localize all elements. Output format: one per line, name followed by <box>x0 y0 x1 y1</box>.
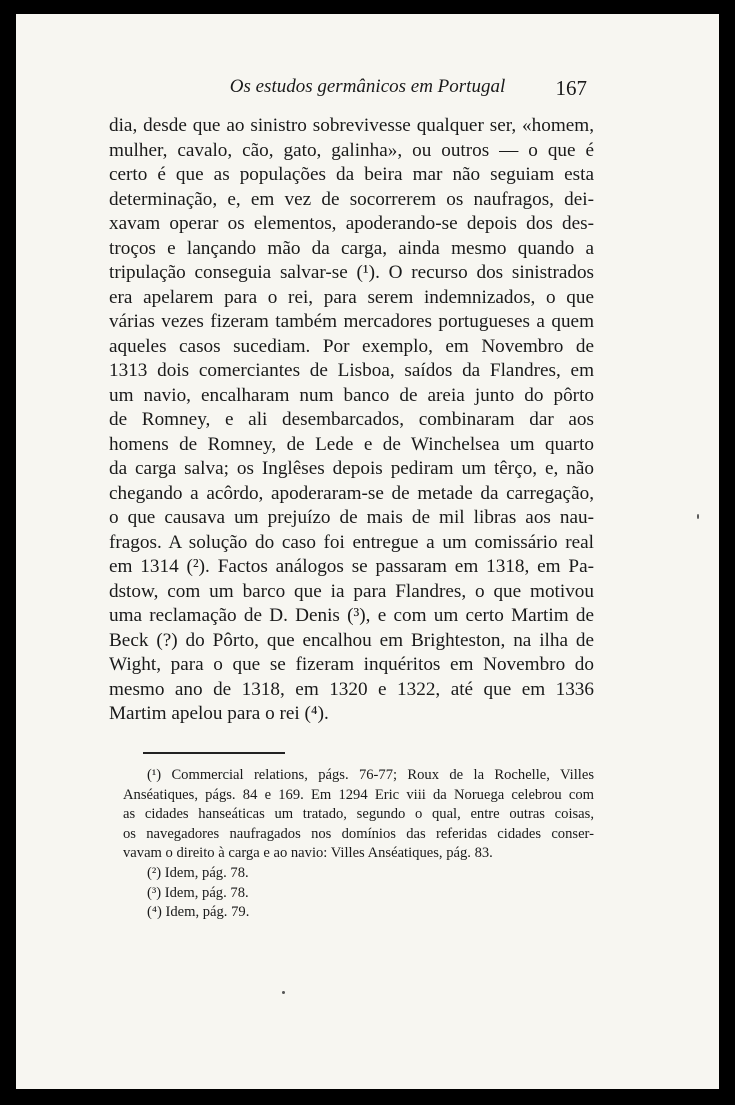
body-line: várias vezes fizeram também mercadores portugueses a quem <box>109 311 594 332</box>
body-line: dia, desde que ao sinistro sobrevivesse qualquer ser, «homem, <box>109 115 594 136</box>
footnotes <box>123 766 594 923</box>
footnote-line: (³) Idem, pág. 78. <box>147 884 249 901</box>
body-line: mesmo ano de 1318, em 1320 e 1322, até que em 1336 <box>109 678 594 700</box>
body-line: o que causava um prejuízo de mais de mil libras aos nau- <box>109 507 594 528</box>
book-page <box>16 14 719 1089</box>
body-line: determinação, e, em vez de socorrerem os naufragos, dei- <box>109 188 594 210</box>
body-line: dstow, com um barco que ia para Flandres, o que motivou <box>109 580 594 602</box>
scan-speck <box>697 514 699 519</box>
body-line: troços e lançando mão da carga, ainda mesmo quando a <box>109 237 594 259</box>
body-line: mulher, cavalo, cão, gato, galinha», ou outros — o que é <box>109 139 594 161</box>
footnote-line: os navegadores naufragados nos domínios das referidas cidades conser- <box>123 825 594 842</box>
body-line: certo é que as populações da beira mar não seguiam esta <box>109 164 594 185</box>
body-line: Wight, para o que se fizeram inquéritos em Novembro do <box>109 654 594 675</box>
body-line: um navio, encalharam num banco de areia junto do pôrto <box>109 384 594 406</box>
body-text <box>109 114 594 727</box>
footnote-line: (¹) Commercial relations, págs. 76-77; Roux de la Rochelle, Villes <box>147 767 594 783</box>
body-line: da carga salva; os Inglêses depois pediram um têrço, e, não <box>109 458 594 479</box>
body-line: em 1314 (²). Factos análogos se passaram em 1318, em Pa- <box>109 556 594 577</box>
body-line: tripulação conseguia salvar-se (¹). O recurso dos sinistrados <box>109 262 594 283</box>
body-line: 1313 dois comerciantes de Lisboa, saídos da Flandres, em <box>109 360 594 381</box>
body-line: fragos. A solução do caso foi entregue a um comissário real <box>109 531 594 553</box>
body-line: era apelarem para o rei, para serem indemnizados, o que <box>109 286 594 308</box>
page-header <box>16 76 719 102</box>
running-title: Os estudos germânicos em Portugal <box>229 76 506 97</box>
body-line: xavam operar os elementos, apoderando-se depois dos des- <box>109 213 594 234</box>
footnote-separator <box>143 752 285 754</box>
footnote-line: (⁴) Idem, pág. 79. <box>147 904 250 921</box>
footnote-line: Anséatiques, págs. 84 e 169. Em 1294 Eric viii da Noruega celebrou com <box>123 786 594 803</box>
body-line: uma reclamação de D. Denis (³), e com um certo Martim de <box>109 605 594 626</box>
body-line: homens de Romney, de Lede e de Winchelsea um quarto <box>109 433 594 455</box>
body-line: Beck (?) do Pôrto, que encalhou em Brighteston, na ilha de <box>109 629 594 651</box>
footnote-line: (²) Idem, pág. 78. <box>147 864 249 881</box>
body-line: de Romney, e ali desembarcados, combinaram dar aos <box>109 409 594 430</box>
footnote-line: vavam o direito à carga e ao navio: Villes Anséatiques, pág. 83. <box>123 845 493 862</box>
footnote-line: as cidades hanseáticas um tratado, segundo o qual, entre outras coisas, <box>123 806 594 823</box>
scan-speck <box>282 991 285 994</box>
body-line: Martim apelou para o rei (⁴). <box>109 703 329 724</box>
body-line: aqueles casos sucediam. Por exemplo, em Novembro de <box>109 335 594 357</box>
body-line: chegando a acôrdo, apoderaram-se de metade da carregação, <box>109 482 594 504</box>
page-number: 167 <box>555 76 587 100</box>
